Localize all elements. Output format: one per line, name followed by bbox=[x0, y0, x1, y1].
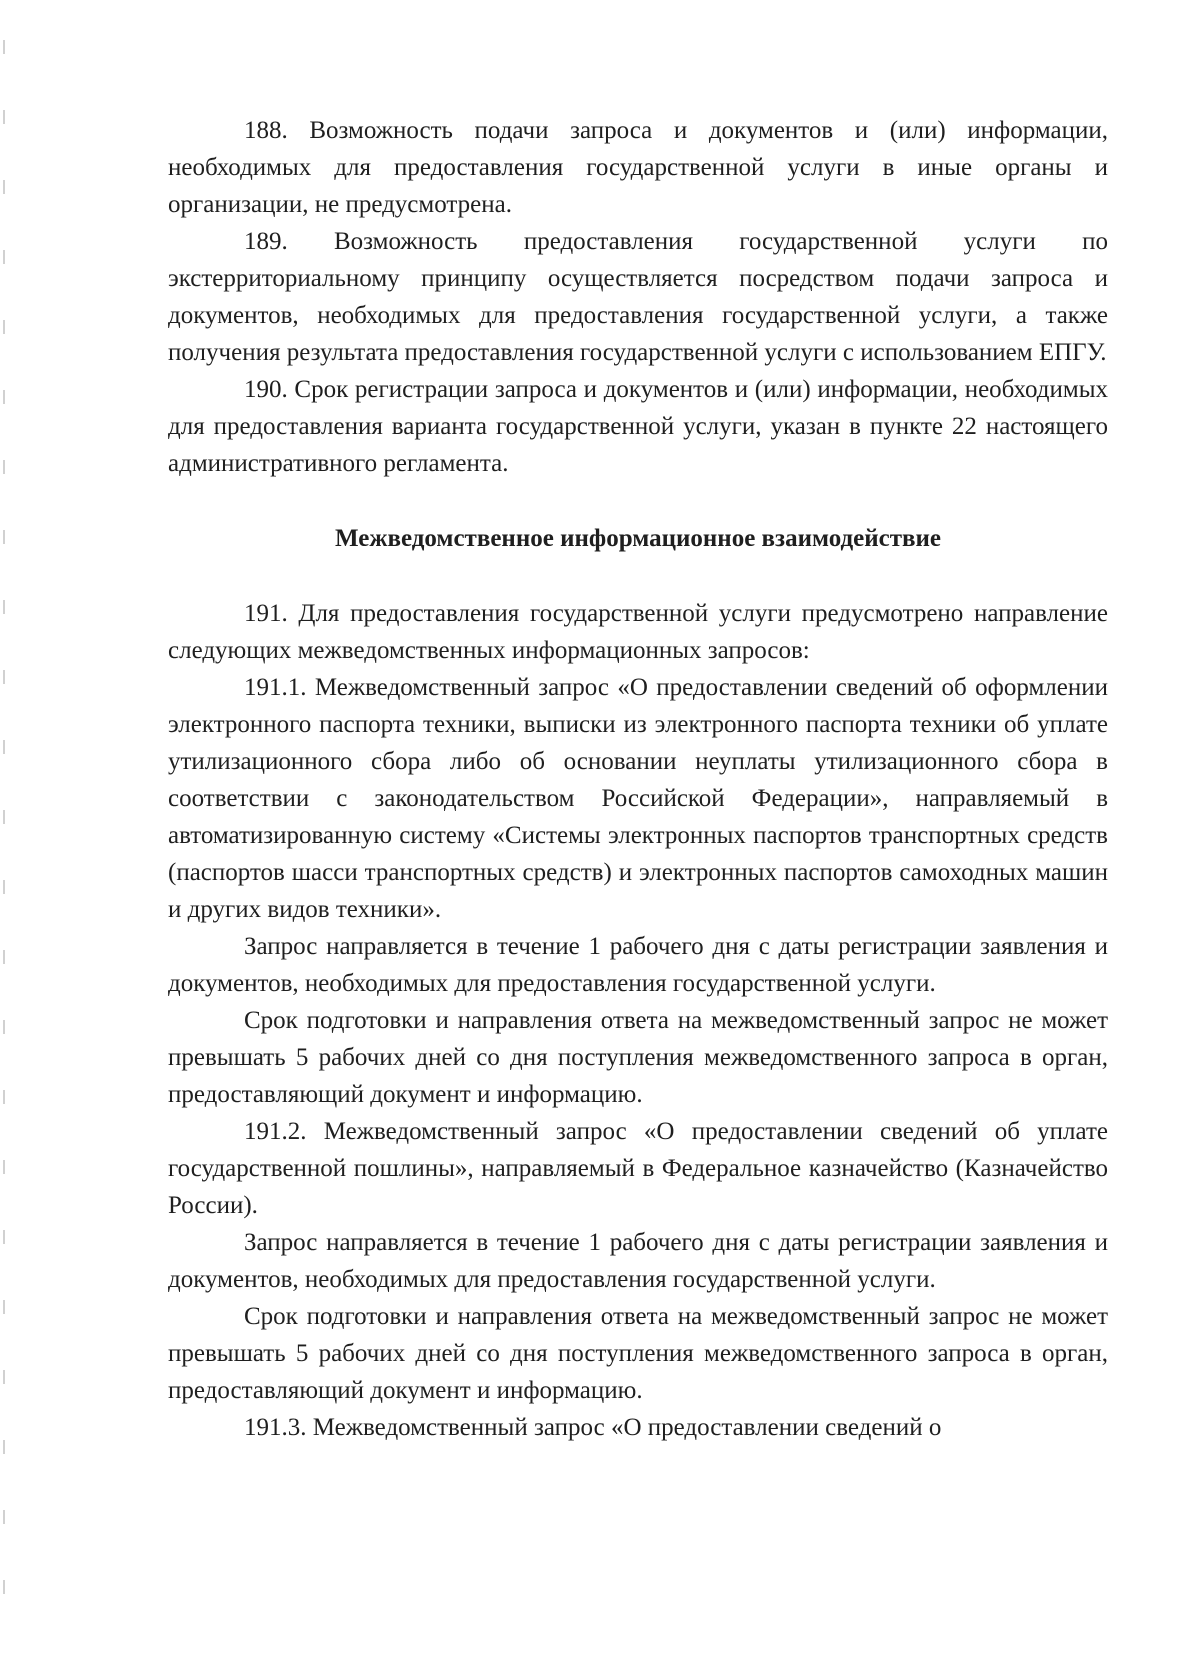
paragraph-191-1: 191.1. Межведомственный запрос «О предоставлении сведений об оформлении электронного паспорта техники, выписки из электронного паспорта техники об уплате утилизационного сбора либо об основании неуплаты утилизационного сбора в соответствии с законодательством Российской Федерации», направляемый в автоматизированную систему «Системы электронных паспортов транспортных средств (паспортов шасси транспортных средств) и электронных паспортов самоходных машин и других видов техники». bbox=[168, 674, 1108, 923]
paragraph-191-2-response-term: Срок подготовки и направления ответа на межведомственный запрос не может превышать 5 рабочих дней со дня поступления межведомственного запроса в орган, предоставляющий документ и информацию. bbox=[168, 1303, 1108, 1404]
paragraph-191-1-response-term: Срок подготовки и направления ответа на межведомственный запрос не может превышать 5 рабочих дней со дня поступления межведомственного запроса в орган, предоставляющий документ и информацию. bbox=[168, 1007, 1108, 1108]
scan-margin-marks bbox=[3, 40, 5, 1640]
paragraph-189: 189. Возможность предоставления государственной услуги по экстерриториальному принципу осуществляется посредством подачи запроса и документов, необходимых для предоставления государственной услуги, а также получения результата предоставления государственной услуги с использованием ЕПГУ. bbox=[168, 228, 1108, 366]
paragraph-191-2-deadline: Запрос направляется в течение 1 рабочего дня с даты регистрации заявления и документов, необходимых для предоставления государственной услуги. bbox=[168, 1229, 1108, 1293]
paragraph-191-1-deadline: Запрос направляется в течение 1 рабочего дня с даты регистрации заявления и документов, необходимых для предоставления государственной услуги. bbox=[168, 933, 1108, 997]
paragraph-191-2: 191.2. Межведомственный запрос «О предоставлении сведений об уплате государственной пошлины», направляемый в Федеральное казначейство (Казначейство России). bbox=[168, 1118, 1108, 1219]
paragraph-191-3: 191.3. Межведомственный запрос «О предоставлении сведений о bbox=[244, 1414, 942, 1441]
paragraph-191: 191. Для предоставления государственной услуги предусмотрено направление следующих межведомственных информационных запросов: bbox=[168, 600, 1108, 664]
section-heading: Межведомственное информационное взаимодействие bbox=[335, 525, 941, 552]
document-body bbox=[168, 112, 1108, 1446]
paragraph-190: 190. Срок регистрации запроса и документов и (или) информации, необходимых для предоставления варианта государственной услуги, указан в пункте 22 настоящего административного регламента. bbox=[168, 376, 1108, 477]
paragraph-188: 188. Возможность подачи запроса и документов и (или) информации, необходимых для предоставления государственной услуги в иные органы и организации, не предусмотрена. bbox=[168, 117, 1108, 218]
